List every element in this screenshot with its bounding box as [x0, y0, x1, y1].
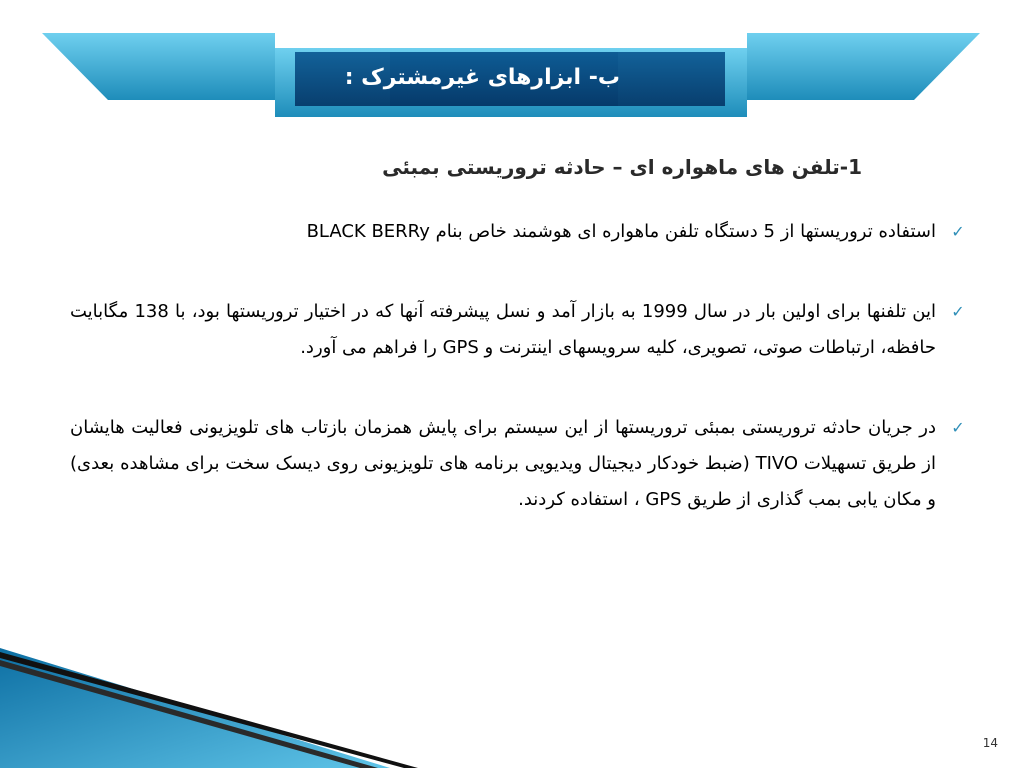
section-subtitle: 1-تلفن های ماهواره ای – حادثه تروریستی بمبئی	[382, 155, 862, 179]
corner-decoration	[0, 600, 440, 768]
checkmark-icon: ✓	[951, 302, 965, 321]
bullet-item	[70, 294, 970, 366]
bullet-text: استفاده تروریستها از 5 دستگاه تلفن ماهواره ای هوشمند خاص بنام BLACK BERRy	[306, 221, 936, 242]
bullet-item	[70, 214, 970, 250]
page-number: 14	[982, 736, 998, 750]
ribbon-left-tail	[42, 33, 275, 100]
checkmark-icon: ✓	[951, 418, 965, 437]
slide-title: ب- ابزارهای غیرمشترک :	[344, 65, 620, 90]
ribbon-right-tail	[747, 33, 980, 100]
bullet-item	[70, 410, 970, 518]
bullet-list	[70, 214, 970, 562]
title-ribbon	[0, 0, 1024, 130]
bullet-text: این تلفنها برای اولین بار در سال 1999 به بازار آمد و نسل پیشرفته آنها که در اختیار تروریستها بود، با 138 مگابایت حافظه، ارتباطات صوتی، تصویری، کلیه سرویسهای اینترنت و GPS را فراهم می آورد.	[70, 301, 936, 358]
checkmark-icon: ✓	[951, 222, 965, 241]
bullet-text: در جریان حادثه تروریستی بمبئی تروریستها از این سیستم برای پایش همزمان بازتاب های تلویزیونی فعالیت هایشان از طریق تسهیلات TIVO (ضبط خودکار دیجیتال ویدیویی برنامه های تلویزیونی روی دیسک سخت برای مشاهده بعدی) و مکان یابی بمب گذاری از طریق GPS ، استفاده کردند.	[70, 417, 936, 510]
